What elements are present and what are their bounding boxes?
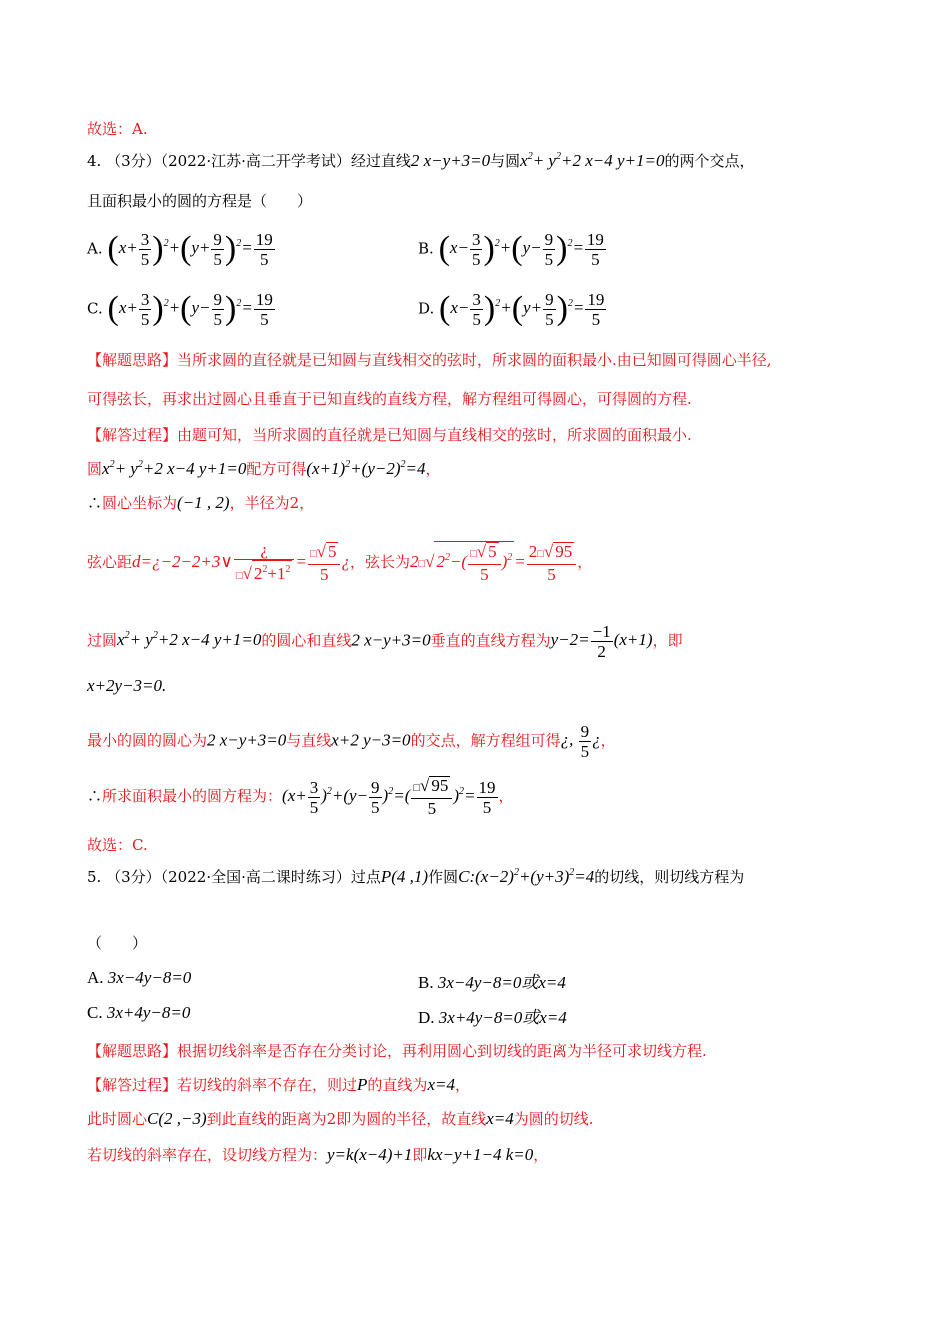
q5-stem-a: 过点: [350, 868, 381, 886]
q5-p1b: 的直线为: [367, 1076, 428, 1094]
q4-process-line2: [87, 458, 441, 479]
therefore-symbol-2: ∴: [87, 786, 103, 805]
q4-p4a: 弦心距: [87, 552, 133, 571]
q4-option-d-label: D.: [418, 299, 435, 318]
q5-p3b: 即: [412, 1146, 428, 1164]
q5-idea-line1: [87, 1040, 707, 1061]
q4-p3c: ，半径为2，: [229, 494, 315, 512]
q4-p7-line1: 2 x−y+3=0: [207, 730, 287, 750]
q4-source: （2022·江苏·高二开学考试）: [160, 152, 351, 170]
q4-perpendicular-line: y−2= $\frac{-1}{2}$ (x+1): [550, 622, 653, 661]
q5-process-tag: 【解答过程】: [87, 1076, 178, 1094]
q4-idea-text1: 当所求圆的直径就是已知圆与直线相交的弦时，所求圆的面积最小.由已知圆可得圆心半径,: [177, 351, 772, 369]
q5-p3-general-form: kx−y+1−4 k=0: [427, 1145, 534, 1164]
q5-p2c: 为圆的切线.: [513, 1110, 594, 1128]
q5-option-c-label: C.: [87, 1003, 103, 1022]
q4-option-a-label: A.: [87, 239, 103, 258]
q4-option-a[interactable]: [87, 230, 276, 269]
q4-p3b: 圆心坐标为: [102, 494, 178, 512]
q5-option-d-text: 3x+4y−8=0或x=4: [438, 1008, 567, 1027]
q5-idea-tag: 【解题思路】: [87, 1042, 178, 1060]
q4-stem-line1: [87, 150, 754, 171]
q4-option-a-formula: (x+ $\frac{3}{5}$ )$^2$+(y+ $\frac{9}{5}$ )$^2$= $\frac{19}{5}$: [107, 230, 273, 269]
q5-p3-tangent-form: y=k(x−4)+1: [327, 1145, 413, 1164]
q5-p3a: 若切线的斜率存在，设切线方程为：: [87, 1146, 328, 1164]
q5-stem-c: 的切线，则切线方程为: [594, 868, 745, 886]
q4-answer: 故选：C.: [87, 836, 148, 854]
q4-idea-line2: 可得弦长，再求出过圆心且垂直于已知直线的直线方程，解方程组可得圆心，可得圆的方程.: [87, 390, 692, 408]
q5-option-a[interactable]: [87, 968, 191, 988]
q5-p1a: 若切线的斜率不存在，则过: [177, 1076, 358, 1094]
q4-p2c: ，: [425, 460, 441, 478]
q4-p2a: 圆: [87, 460, 103, 478]
q5-stem-line2: （ ）: [87, 934, 148, 952]
q4-line-equation: 2 x−y+3=0: [410, 151, 491, 170]
q4-number: 4.: [87, 152, 102, 170]
q4-process-text1: 由题可知，当所求圆的直径就是已知圆与直线相交的弦时，所求圆的面积最小.: [177, 426, 692, 444]
q4-p5a: 过圆: [87, 631, 118, 650]
q4-circle-equation: $x^2+ y^2+2$ x−4 y+1=0: [520, 151, 665, 170]
q4-p4c: ，: [577, 552, 593, 571]
q5-option-d[interactable]: [418, 1003, 567, 1028]
q4-process-line7: [87, 722, 616, 761]
q5-option-b-text: 3x−4y−8=0或x=4: [437, 973, 566, 992]
q4-stem-line2: 且面积最小的圆的方程是（ ）: [87, 192, 313, 210]
q5-option-a-label: A.: [87, 968, 104, 987]
q4-p8c: ，: [498, 786, 514, 805]
q4-stem-b: 与圆: [490, 152, 521, 170]
q4-p5-circle: $x^2+ y^2+2$ x−4 y+1=0: [117, 630, 262, 650]
q5-source: （2022·全国·高二课时练习）: [160, 868, 351, 886]
q4-p2-standard-form: $(x+1)^2+(y-2)^2=4$: [306, 459, 426, 478]
q4-process-line3: [87, 492, 314, 513]
q5-circle: $C:(x-2)^2+(y+3)^2=4$: [458, 867, 595, 886]
prev-answer: 故选：A.: [87, 120, 148, 138]
q5-p2-line: x=4: [486, 1109, 514, 1128]
q4-option-b-formula: (x− $\frac{3}{5}$ )$^2$+(y− $\frac{9}{5}$ )$^2$= $\frac{19}{5}$: [438, 230, 604, 269]
q4-option-b-label: B.: [418, 239, 434, 258]
q4-chord-distance: d=¿−2−2+3∨ $\frac{¿}{□√ 2^2+1^2}$ = $\frac{□√ 5}{5}$ ¿: [132, 540, 350, 584]
q5-option-b-label: B.: [418, 973, 434, 992]
q4-option-c-label: C.: [87, 299, 103, 318]
q5-option-c[interactable]: [87, 1003, 190, 1023]
q4-option-d[interactable]: [418, 290, 607, 329]
q4-p7a: 最小的圆的圆心为: [87, 731, 208, 750]
q5-stem-b: 作圆: [428, 868, 459, 886]
q4-idea-line1: [87, 349, 772, 370]
q5-process-line2: [87, 1108, 594, 1129]
q4-process-tag: 【解答过程】: [87, 426, 178, 444]
q5-p1-point: P: [357, 1075, 368, 1094]
q5-option-a-text: 3x−4y−8=0: [107, 968, 192, 987]
q4-option-c[interactable]: [87, 290, 276, 329]
q4-p5c: 垂直的直线方程为: [430, 631, 551, 650]
q4-p4b: ，弦长为: [349, 552, 410, 571]
q4-p7-solution: ¿, $\frac{9}{5}$ ¿: [560, 722, 601, 761]
q4-stem-a: 经过直线: [350, 152, 411, 170]
q4-p5-line: 2 x−y+3=0: [351, 630, 431, 650]
q4-option-b[interactable]: [418, 230, 607, 269]
q4-p2-circle: $x^2+ y^2+2$ x−4 y+1=0: [102, 459, 247, 478]
q5-option-b[interactable]: [418, 968, 566, 993]
q5-p2b: 到此直线的距离为2即为圆的半径，故直线: [206, 1110, 487, 1128]
q5-idea-text: 根据切线斜率是否存在分类讨论，再利用圆心到切线的距离为半径可求切线方程.: [177, 1042, 707, 1060]
q4-p7c: 的交点，解方程组可得: [410, 731, 561, 750]
q5-process-line1: [87, 1074, 470, 1095]
q4-score: （3分）: [106, 152, 161, 170]
q4-final-equation: (x+ $\frac{3}{5}$ )$^2$+(y− $\frac{9}{5}$ )$^2$=( $\frac{□√ 95}{5}$ )$^2$= $\frac{19}{5}$: [282, 776, 496, 818]
q4-option-d-formula: (x− $\frac{3}{5}$ )$^2$+(y+ $\frac{9}{5}$ )$^2$= $\frac{19}{5}$: [439, 290, 605, 329]
q4-p8b: 所求面积最小的圆方程为：: [102, 786, 283, 805]
q4-option-c-formula: (x+ $\frac{3}{5}$ )$^2$+(y− $\frac{9}{5}$ )$^2$= $\frac{19}{5}$: [107, 290, 273, 329]
q4-stem-c: 的两个交点，: [664, 152, 755, 170]
q5-p1-line: x=4: [427, 1075, 455, 1094]
q4-process-line5: [87, 622, 683, 661]
q4-p7-line2: x+2 y−3=0: [331, 730, 411, 750]
q5-process-line3: [87, 1144, 548, 1165]
q5-number: 5.: [87, 868, 102, 886]
q4-process-line4: [87, 540, 592, 586]
q4-process-line6: x+2y−3=0.: [87, 676, 167, 695]
q4-p7b: 与直线: [286, 731, 332, 750]
q5-p1c: ，: [454, 1076, 470, 1094]
q5-point: P(4 ,1): [380, 867, 429, 886]
q4-p5b: 的圆心和直线: [261, 631, 352, 650]
therefore-symbol: ∴: [87, 494, 103, 512]
q4-idea-tag: 【解题思路】: [87, 351, 178, 369]
q4-p5d: ，即: [652, 631, 683, 650]
q5-p2a: 此时圆心: [87, 1110, 148, 1128]
q4-process-line8: [87, 776, 514, 818]
q5-score: （3分）: [106, 868, 161, 886]
q4-p2b: 配方可得: [246, 460, 307, 478]
q5-p3c: ，: [533, 1146, 549, 1164]
q4-p7d: ，: [600, 731, 616, 750]
q4-chord-length: 2□√ $2^2-$( $\frac{□√ 5}{5}$ )$^2$ = $\frac{2□√ 95}{5}$: [410, 552, 577, 571]
q4-center-coords: (−1 , 2): [177, 493, 230, 512]
q5-option-c-text: 3x+4y−8=0: [106, 1003, 191, 1022]
q5-p2-center: C(2 ,−3): [147, 1109, 207, 1128]
q5-option-d-label: D.: [418, 1008, 435, 1027]
q4-process-line1: [87, 424, 692, 445]
q5-stem-line1: [87, 866, 744, 887]
